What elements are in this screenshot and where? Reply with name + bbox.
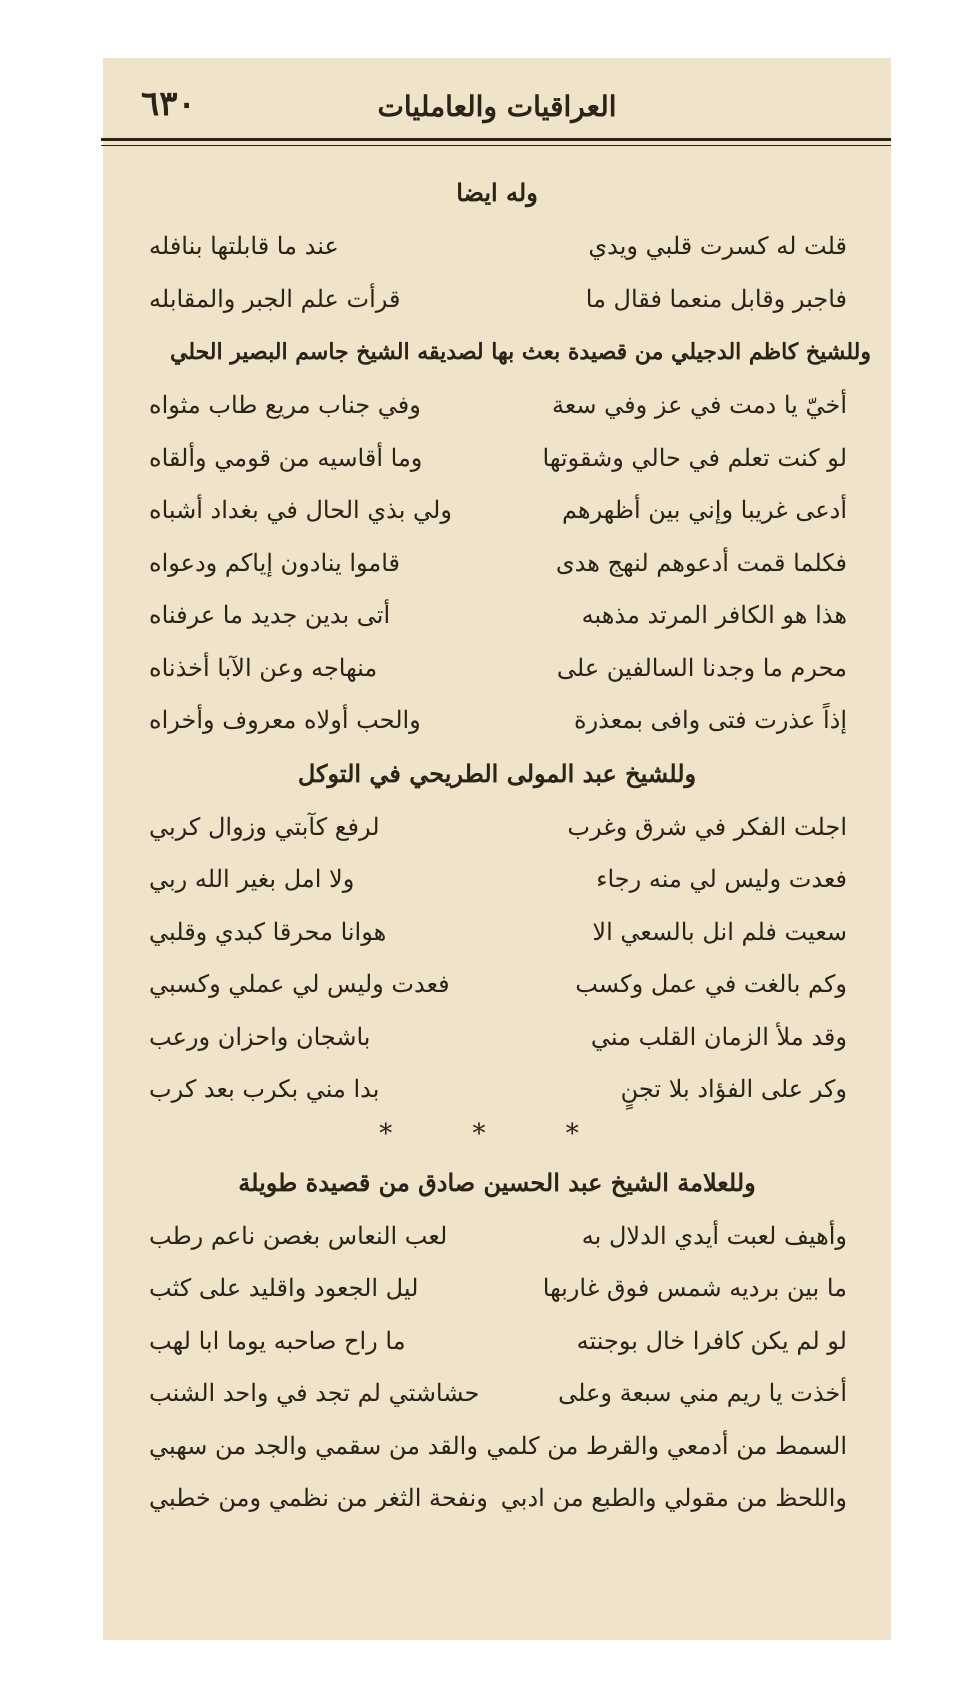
page-header (103, 78, 891, 138)
page-content (103, 166, 891, 1525)
first-hemistich: قلت له كسرت قلبي ويدي (588, 232, 847, 260)
verse-line (103, 1011, 891, 1064)
verse-line (103, 1472, 891, 1525)
verse-line (103, 1262, 891, 1315)
first-hemistich: إذاً عذرت فتى وافى بمعذرة (574, 706, 847, 734)
first-hemistich: هذا هو الكافر المرتد مذهبه (581, 601, 847, 629)
poem-section (103, 166, 891, 325)
poem-section (103, 325, 891, 747)
verse-line (103, 379, 891, 432)
verse-line (103, 906, 891, 959)
first-hemistich: وقد ملأ الزمان القلب مني (590, 1022, 847, 1051)
second-hemistich: والحب أولاه معروف وأخراه (149, 706, 421, 734)
first-hemistich: واللحظ من مقولي والطبع من ادبي (500, 1484, 847, 1512)
second-hemistich: ولي بذي الحال في بغداد أشباه (149, 496, 452, 524)
first-hemistich: محرم ما وجدنا السالفين على (556, 653, 847, 682)
verse-line (103, 1367, 891, 1420)
verse-line (103, 1210, 891, 1263)
section-heading: وللعلامة الشيخ عبد الحسين صادق من قصيدة طويلة (238, 1167, 756, 1197)
second-hemistich: لعب النعاس بغصن ناعم رطب (149, 1221, 448, 1250)
verse-line (103, 1063, 891, 1116)
second-hemistich: وما أقاسيه من قومي وألقاه (149, 443, 423, 472)
first-hemistich: لو لم يكن كافرا خال بوجنته (576, 1326, 847, 1355)
second-hemistich: قرأت علم الجبر والمقابله (149, 284, 401, 313)
section-heading: وللشيخ عبد المولى الطريحي في التوكل (297, 758, 697, 788)
section-heading: وللشيخ كاظم الدجيلي من قصيدة بعث بها لصديقه الشيخ جاسم البصير الحلي (169, 339, 871, 365)
section-heading: وله ايضا (456, 178, 538, 207)
second-hemistich: ما راح صاحبه يوما ابا لهب (149, 1326, 406, 1355)
running-title: العراقيات والعامليات (377, 90, 617, 123)
verse-line (103, 853, 891, 906)
first-hemistich: وكم بالغت في عمل وكسب (575, 970, 847, 998)
second-hemistich: ولا امل بغير الله ربي (149, 865, 355, 893)
first-hemistich: لو كنت تعلم في حالي وشقوتها (542, 443, 847, 472)
first-hemistich: وأهيف لعبت أيدي الدلال به (581, 1221, 847, 1250)
second-hemistich: منهاجه وعن الآبا أخذناه (149, 653, 378, 682)
verse-line (103, 537, 891, 590)
second-hemistich: باشجان واحزان ورعب (149, 1022, 371, 1051)
first-hemistich: ما بين برديه شمس فوق غاربها (542, 1274, 847, 1302)
first-hemistich: فاجبر وقابل منعما فقال ما (585, 284, 847, 313)
verse-line (103, 1420, 891, 1473)
verse-line (103, 801, 891, 854)
header-rule-thin (101, 145, 891, 146)
section-separator: * * * (379, 1118, 615, 1149)
second-hemistich: وفي جناب مريع طاب مثواه (149, 391, 421, 419)
second-hemistich: ونفحة الثغر من نظمي ومن خطبي (149, 1484, 488, 1512)
verse-line (103, 1315, 891, 1368)
second-hemistich: بدا مني بكرب بعد كرب (149, 1075, 380, 1103)
header-rule (101, 138, 891, 141)
page-number: ٦٣٠ (141, 84, 196, 124)
second-hemistich: عند ما قابلتها بنافله (149, 232, 339, 260)
second-hemistich: هوانا محرقا كبدي وقلبي (149, 917, 387, 946)
second-hemistich: فعدت وليس لي عملي وكسبي (149, 970, 450, 998)
first-hemistich: السمط من أدمعي والقرط من كلمي (486, 1431, 847, 1460)
first-hemistich: وكر على الفؤاد بلا تجنٍ (620, 1075, 847, 1103)
second-hemistich: حشاشتي لم تجد في واحد الشنب (149, 1379, 480, 1407)
poem-section (103, 1116, 891, 1525)
first-hemistich: أخيّ يا دمت في عز وفي سعة (551, 391, 847, 419)
first-hemistich: فكلما قمت أدعوهم لنهج هدى (555, 548, 847, 577)
second-hemistich: لرفع كآبتي وزوال كربي (149, 812, 380, 841)
verse-line (103, 484, 891, 537)
first-hemistich: أخذت يا ريم مني سبعة وعلى (558, 1379, 847, 1407)
verse-line (103, 273, 891, 326)
poem-section (103, 747, 891, 1116)
verse-line (103, 642, 891, 695)
verse-line (103, 958, 891, 1011)
verse-line (103, 589, 891, 642)
first-hemistich: اجلت الفكر في شرق وغرب (567, 812, 847, 841)
verse-line (103, 220, 891, 273)
second-hemistich: ليل الجعود واقليد على كثب (149, 1274, 419, 1302)
first-hemistich: سعيت فلم انل بالسعي الا (592, 917, 847, 946)
verse-line (103, 694, 891, 747)
verse-line (103, 432, 891, 485)
book-page (103, 58, 891, 1640)
second-hemistich: أتى بدين جديد ما عرفناه (149, 601, 391, 629)
first-hemistich: فعدت وليس لي منه رجاء (596, 865, 847, 893)
second-hemistich: قاموا ينادون إياكم ودعواه (149, 548, 401, 577)
second-hemistich: والقد من سقمي والجد من سهبي (149, 1431, 478, 1460)
first-hemistich: أدعى غريبا وإني بين أظهرهم (561, 496, 847, 524)
